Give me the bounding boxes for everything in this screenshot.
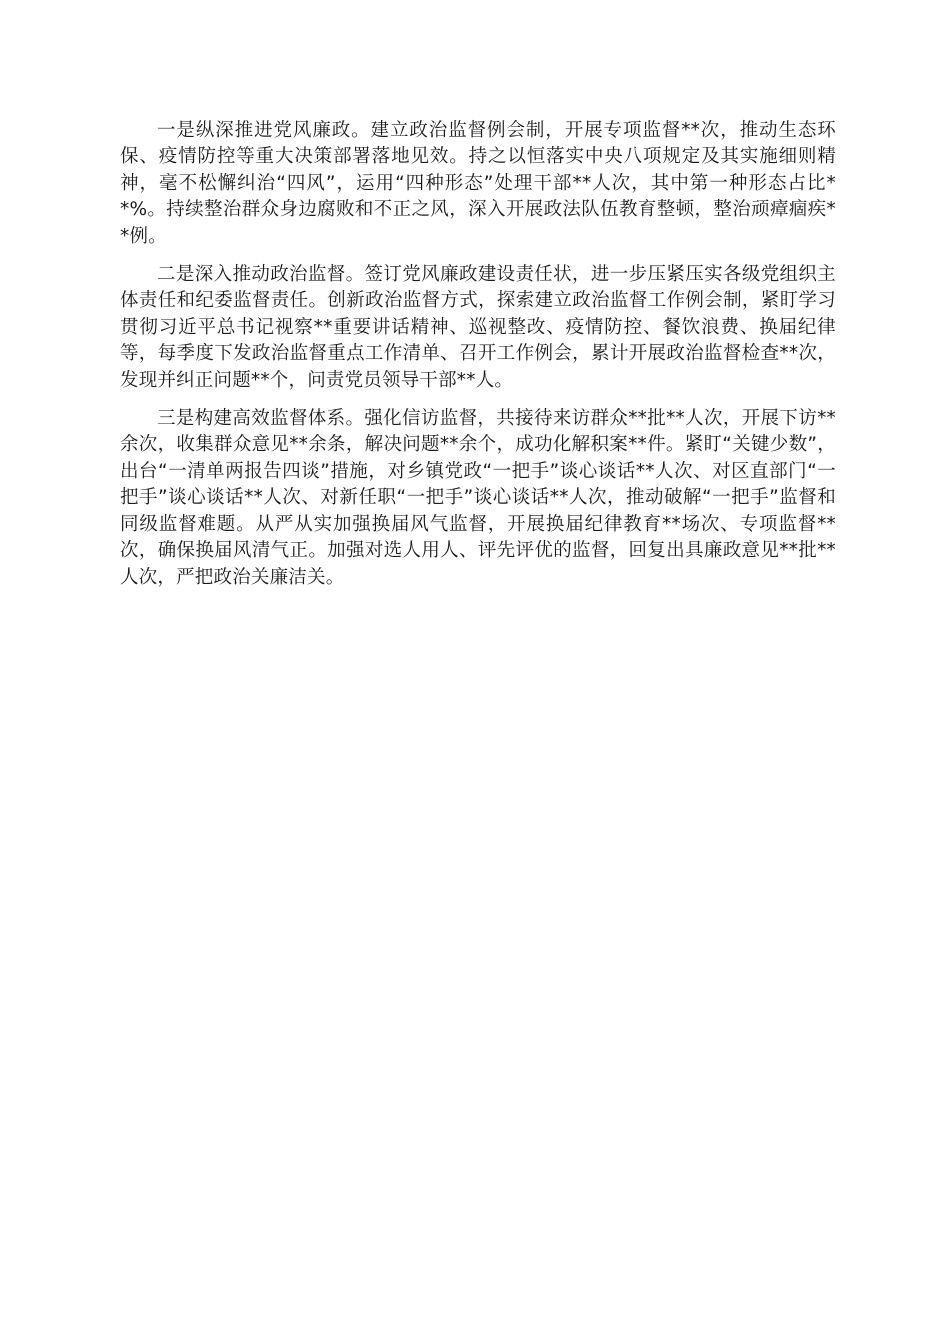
document-body	[120, 118, 836, 603]
paragraph-party-conduct: 一是纵深推进党风廉政。建立政治监督例会制，开展专项监督**次，推动生态环保、疫情防控等重大决策部署落地见效。持之以恒落实中央八项规定及其实施细则精神，毫不松懈纠治“四风”，运用“四种形态”处理干部**人次，其中第一种形态占比**%。持续整治群众身边腐败和不正之风，深入开展政法队伍教育整顿，整治顽瘴痼疾**例。	[120, 120, 836, 247]
paragraph-supervision-system: 三是构建高效监督体系。强化信访监督，共接待来访群众**批**人次，开展下访**余次，收集群众意见**余条，解决问题**余个，成功化解积案**件。紧盯“关键少数”，出台“一清单两报告四谈”措施，对乡镇党政“一把手”谈心谈话**人次、对区直部门“一把手”谈心谈话**人次、对新任职“一把手”谈心谈话**人次，推动破解“一把手”监督和同级监督难题。从严从实加强换届风气监督，开展换届纪律教育**场次、专项监督**次，确保换届风清气正。加强对选人用人、评先评优的监督，回复出具廉政意见**批**人次，严把政治关廉洁关。	[120, 408, 836, 588]
paragraph-political-supervision: 二是深入推动政治监督。签订党风廉政建设责任状，进一步压紧压实各级党组织主体责任和纪委监督责任。创新政治监督方式，探索建立政治监督工作例会制，紧盯学习贯彻习近平总书记视察**重要讲话精神、巡视整改、疫情防控、餐饮浪费、换届纪律等，每季度下发政治监督重点工作清单、召开工作例会，累计开展政治监督检查**次，发现并纠正问题**个，问责党员领导干部**人。	[120, 264, 836, 391]
